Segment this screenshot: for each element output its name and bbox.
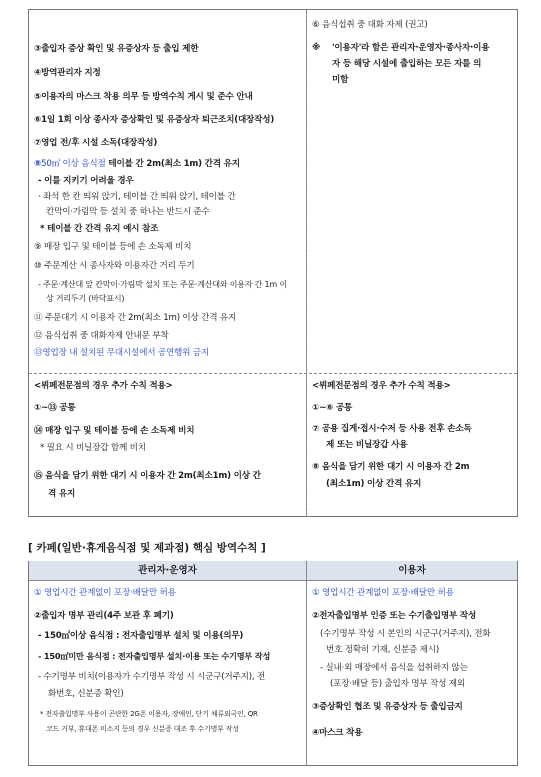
user-sub-2a: - 실내·외 매장에서 음식을 섭취하지 않는: [320, 663, 468, 673]
header-user: 이용자: [307, 561, 517, 581]
buffet-right-item-1: ①~⑥ 공통: [312, 403, 353, 413]
user-item-3: ③증상확인 협조 및 유증상자 등 출입금지: [312, 702, 463, 712]
item8-sub2: · 좌석 한 칸 띄워 앉기, 테이블 간 띄워 앉기, 테이블 간: [38, 192, 236, 202]
manager-note-1: * 전자출입명부 사용이 곤란한 2G폰 이용자, 장애인, 단기 체류외국인, QR: [40, 710, 258, 718]
left-item-5: ⑤이용자의 마스크 착용 의무 등 방역수칙 게시 및 준수 안내: [34, 92, 253, 102]
left-item-7: ⑦영업 전/후 시설 소독(대장작성): [34, 138, 158, 148]
right-item-6: ⑥ 음식섭취 중 대화 자제 (권고): [312, 20, 428, 30]
header-manager: 관리자·운영자: [29, 561, 306, 581]
item10-sub1: - 주문·계산대 앞 칸막이·가림막 설치 또는 주문·계산대와 이용자 간 1m 이: [38, 280, 287, 289]
buffet-left-item-2: ⑭ 매장 입구 및 테이블 등에 손 소독제 비치: [34, 426, 195, 436]
user-sub-1a: (수기명부 작성 시 본인의 시군구(거주지), 전화: [320, 629, 491, 639]
note-line-2: 자 등 해당 시설에 출입하는 모든 자를 의: [332, 59, 482, 69]
left-item-10: ⑩ 주문계산 시 종사자와 이용자간 거리 두기: [34, 261, 195, 271]
note-line-3: 미함: [332, 75, 349, 85]
column-divider: [306, 10, 307, 516]
left-item-8: [34, 158, 240, 171]
manager-note-2: 코드 거부, 휴대폰 미소지 등의 경우 신분증 대조 후 수기명부 작성: [46, 725, 239, 733]
left-item-3: ③출입자 증상 확인 및 유증상자 등 출입 제한: [34, 44, 199, 54]
user-sub-2b: (포장·배달 등) 출입자 명부 작성 제외: [330, 679, 465, 689]
user-sub-1b: 번호 정확히 기재, 신분증 제시): [326, 645, 440, 655]
left-item-4: ④방역관리자 지정: [34, 68, 101, 78]
buffet-right-item-3a: ⑧ 음식을 담기 위한 대기 시 이용자 간 2m: [312, 462, 470, 472]
user-item-1: ① 영업시간 관계없이 포장·배달만 허용: [312, 588, 454, 598]
user-item-2: ②전자출입명부 인증 또는 수기출입명부 작성: [312, 611, 477, 621]
manager-item-2: ②출입자 명부 관리(4주 보관 후 폐기): [34, 611, 174, 621]
row-divider: [29, 373, 517, 374]
buffet-left-item-3b: 격 유지: [48, 489, 76, 499]
user-item-4: ④마스크 착용: [312, 728, 363, 738]
item8-sub4: * 테이블 간 간격 유지 예시 참조: [40, 224, 159, 234]
item8-text: 테이블 간 2m(최소 1m) 간격 유지: [105, 159, 240, 169]
left-item-6: ⑥1일 1회 이상 종사자 증상확인 및 유증상자 퇴근조치(대장작성): [34, 115, 275, 125]
left-item-13: ⑬영업장 내 설치된 무대시설에서 공연행위 금지: [34, 348, 209, 358]
buffet-right-item-3b: (최소1m) 이상 간격 유지: [326, 479, 422, 489]
table2-divider: [306, 562, 307, 765]
buffet-left-title: <뷔페전문점의 경우 추가 수칙 적용>: [34, 381, 173, 391]
item8-highlight: 50㎡ 이상 음식점: [41, 159, 106, 169]
buffet-left-item-1: ①~⑬ 공통: [34, 403, 76, 413]
section-title: [ 카페(일반·휴게음식점 및 제과점) 핵심 방역수칙 ]: [28, 542, 266, 554]
manager-sub-3a: - 수기명부 비치(이용자가 수기명부 작성 시 시군구(거주지), 전: [38, 672, 266, 682]
note-line-1: '이용자'라 함은 관리자·운영자·종사자·이용: [332, 43, 490, 53]
left-item-12: ⑫ 음식섭취 중 대화자제 안내문 부착: [34, 331, 169, 341]
left-item-9: ⑨ 매장 입구 및 테이블 등에 손 소독제 비치: [34, 242, 192, 252]
left-item-11: ⑪ 주문대기 시 이용자 간 2m(최소 1m) 이상 간격 유지: [34, 313, 237, 323]
manager-item-1: ① 영업시간 관계없이 포장·배달만 허용: [34, 588, 176, 598]
manager-sub-1: - 150㎡이상 음식점 : 전자출입명부 설치 및 이용(의무): [38, 631, 244, 641]
note-mark: ※: [312, 43, 321, 53]
item8-sub3: 칸막이·가림막 등 설치 중 하나는 반드시 준수: [46, 207, 210, 217]
buffet-left-item-3a: ⑮ 음식을 담기 위한 대기 시 이용자 간 2m(최소1m) 이상 간: [34, 471, 261, 481]
buffet-right-title: <뷔페전문점의 경우 추가 수칙 적용>: [312, 381, 451, 391]
buffet-right-item-2a: ⑦ 공용 집게·접시·수저 등 사용 전후 손소독: [312, 424, 472, 434]
item10-sub2: 상 거리두기 (바닥표시): [46, 294, 125, 303]
manager-sub-3b: 화번호, 신분증 확인): [48, 689, 124, 699]
buffet-left-item-2-sub: * 필요 시 비닐장갑 함께 비치: [40, 443, 146, 453]
item8-number: ⑧: [34, 159, 42, 169]
item8-sub1: - 이를 지키기 어려울 경우: [38, 176, 134, 186]
manager-sub-2: - 150㎡미만 음식점 : 전자출입명부 설치·이용 또는 수기명부 작성: [38, 651, 271, 661]
buffet-right-item-2b: 제 또는 비닐장갑 사용: [326, 440, 408, 450]
